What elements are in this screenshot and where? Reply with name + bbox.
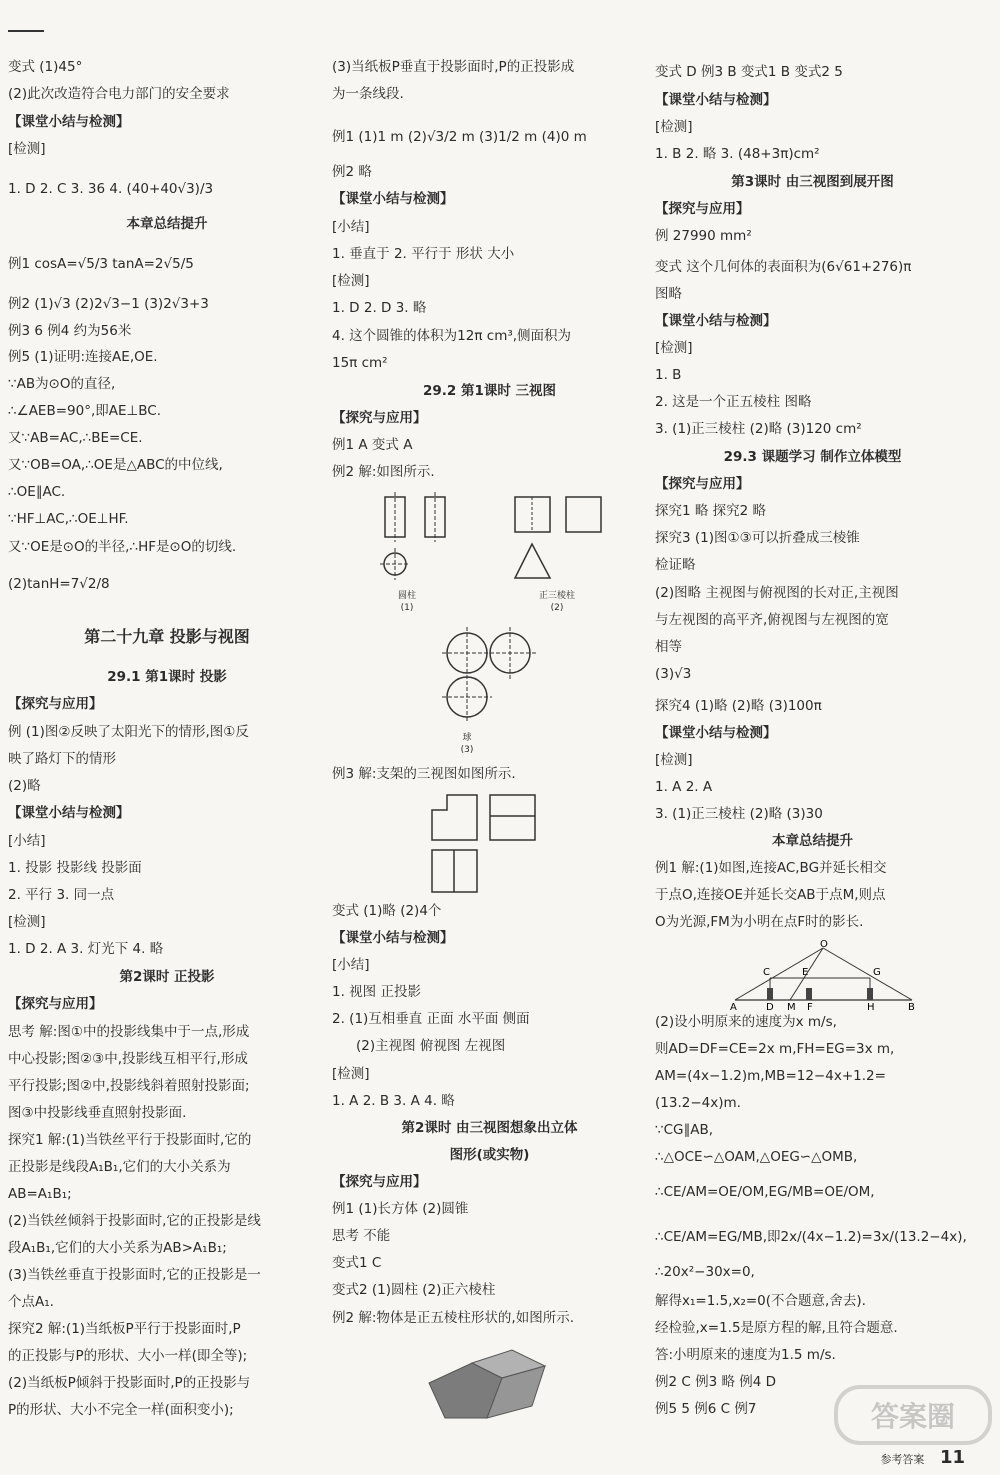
section-heading: 第2课时 正投影	[119, 969, 215, 985]
text-line: 中心投影;图②③中,投影线互相平行,形成	[8, 1051, 248, 1067]
text-line: 例2 C 例3 略 例4 D	[655, 1374, 777, 1390]
section-label: 【探究与应用】	[332, 1174, 427, 1190]
text-line: (2)当纸板P倾斜于投影面时,P的正投影与	[8, 1375, 251, 1391]
text-line: 则AD=DF=CE=2x m,FH=EG=3x m,	[655, 1041, 895, 1057]
text-line: 例1 解:(1)如图,连接AC,BG并延长相交	[655, 860, 887, 876]
text-line: ∴∠AEB=90°,即AE⊥BC.	[8, 403, 162, 419]
point-label: B	[908, 1002, 915, 1010]
text-line: [小结]	[332, 219, 370, 235]
section-label: 【探究与应用】	[8, 696, 103, 712]
text-line: (3)√3	[655, 666, 692, 682]
point-label: A	[730, 1002, 737, 1010]
section-label: 【课堂小结与检测】	[332, 930, 454, 946]
text-line: (2)此次改造符合电力部门的安全要求	[8, 86, 230, 102]
text-line: 2. 平行 3. 同一点	[8, 887, 115, 903]
point-label: H	[867, 1002, 875, 1010]
text-line: 变式1 C	[332, 1255, 382, 1271]
figure-caption: 正三棱柱	[538, 591, 575, 601]
column-1	[8, 0, 326, 1475]
text-line: 映了路灯下的情形	[8, 751, 116, 767]
text-line: 例2 解:物体是正五棱柱形状的,如图所示.	[332, 1310, 575, 1326]
text-line: 的正投影与P的形状、大小一样(即全等);	[8, 1348, 248, 1364]
support-views-figure	[427, 792, 547, 897]
text-line: 探究3 (1)图①③可以折叠成三棱锥	[655, 530, 860, 546]
text-line: ∴△OCE∽△OAM,△OEG∽△OMB,	[655, 1149, 858, 1165]
text-line: 例2 (1)√3 (2)2√3−1 (3)2√3+3	[8, 296, 209, 312]
figure-caption: 圆柱	[397, 591, 416, 601]
text-line: 变式2 (1)圆柱 (2)正六棱柱	[332, 1282, 496, 1298]
sphere-views-figure	[442, 625, 542, 725]
text-line: 平行投影;图②中,投影线斜着照射投影面;	[8, 1078, 250, 1094]
text-line: 例5 5 例6 C 例7	[655, 1401, 757, 1417]
section-heading: 图形(或实物)	[449, 1147, 530, 1163]
text-line: [检测]	[655, 752, 693, 768]
text-line: [检测]	[8, 141, 46, 157]
text-line: 答:小明原来的速度为1.5 m/s.	[655, 1347, 836, 1363]
text-line: 思考 不能	[332, 1228, 391, 1244]
text-line: 例 (1)图②反映了太阳光下的情形,图①反	[8, 724, 249, 740]
text-line: O为光源,FM为小明在点F时的影长.	[655, 914, 864, 930]
point-label: O	[820, 940, 828, 950]
figure-number: (2)	[550, 603, 564, 613]
text-line: 1. 垂直于 2. 平行于 形状 大小	[332, 246, 515, 262]
point-label: E	[802, 967, 809, 978]
figure-caption: 球	[462, 733, 472, 743]
text-line: [检测]	[332, 1066, 370, 1082]
text-line: 又∵OE是⊙O的半径,∴HF是⊙O的切线.	[8, 539, 237, 555]
text-line: [检测]	[655, 340, 693, 356]
point-label: D	[766, 1002, 774, 1010]
text-line: 例1 (1)1 m (2)√3/2 m (3)1/2 m (4)0 m	[332, 129, 587, 145]
text-line: 探究4 (1)略 (2)略 (3)100π	[655, 698, 822, 714]
text-line: (13.2−4x)m.	[655, 1095, 741, 1111]
text-line: 相等	[655, 639, 682, 655]
text-line: ∴CE/AM=EG/MB,即2x/(4x−1.2)=3x/(13.2−4x),	[655, 1229, 967, 1245]
text-line: 1. B	[655, 367, 682, 383]
text-line: 探究1 解:(1)当铁丝平行于投影面时,它的	[8, 1132, 252, 1148]
shadow-diagram-figure	[730, 940, 920, 1010]
section-heading: 29.3 课题学习 制作立体模型	[723, 449, 902, 465]
text-line: 例 27990 mm²	[655, 228, 752, 244]
text-line: 解得x₁=1.5,x₂=0(不合题意,舍去).	[655, 1293, 866, 1309]
text-line: 变式 这个几何体的表面积为(6√61+276)π	[655, 259, 912, 275]
page-number: 11	[939, 1447, 965, 1468]
text-line: [检测]	[655, 119, 693, 135]
text-line: 例2 解:如图所示.	[332, 464, 435, 480]
text-line: 1. 投影 投影线 投影面	[8, 860, 142, 876]
section-label: 【课堂小结与检测】	[655, 725, 777, 741]
text-line: P的形状、大小不完全一样(面积变小);	[8, 1402, 234, 1418]
text-line: [检测]	[332, 273, 370, 289]
text-line: 变式 (1)45°	[8, 59, 83, 75]
section-heading: 第3课时 由三视图到展开图	[731, 174, 894, 190]
text-line: [小结]	[332, 957, 370, 973]
text-line: 探究2 解:(1)当纸板P平行于投影面时,P	[8, 1321, 241, 1337]
section-heading: 本章总结提升	[772, 833, 853, 849]
text-line: 15π cm²	[332, 355, 388, 371]
point-label: F	[807, 1002, 813, 1010]
text-line: 个点A₁.	[8, 1294, 54, 1310]
text-line: 1. 视图 正投影	[332, 984, 421, 1000]
text-line: 检证略	[655, 557, 696, 573]
section-label: 【课堂小结与检测】	[8, 805, 130, 821]
figure-number: (3)	[460, 745, 474, 755]
text-line: 变式 D 例3 B 变式1 B 变式2 5	[655, 64, 843, 80]
page-footer	[880, 1447, 965, 1468]
text-line: 图③中投影线垂直照射投影面.	[8, 1105, 187, 1121]
text-line: 1. A 2. A	[655, 779, 713, 795]
text-line: 又∵AB=AC,∴BE=CE.	[8, 430, 143, 446]
point-label: M	[787, 1002, 796, 1010]
text-line: [检测]	[8, 914, 46, 930]
point-label: C	[763, 967, 770, 978]
point-label: G	[873, 967, 881, 978]
text-line: ∴20x²−30x=0,	[655, 1264, 755, 1280]
section-label: 【探究与应用】	[655, 201, 750, 217]
section-label: 【探究与应用】	[8, 996, 103, 1012]
text-line: (2)tanH=7√2/8	[8, 576, 110, 592]
text-line: 1. D 2. A 3. 灯光下 4. 略	[8, 941, 164, 957]
section-label: 【课堂小结与检测】	[655, 92, 777, 108]
text-line: 例1 cosA=√5/3 tanA=2√5/5	[8, 256, 194, 272]
text-line: (3)当纸板P垂直于投影面时,P的正投影成	[332, 59, 575, 75]
section-label: 【探究与应用】	[655, 476, 750, 492]
text-line: 变式 (1)略 (2)4个	[332, 903, 442, 919]
footer-label: 参考答案	[880, 1453, 925, 1466]
text-line: (2)主视图 俯视图 左视图	[356, 1038, 506, 1054]
text-line: 与左视图的高平齐,俯视图与左视图的宽	[655, 612, 889, 628]
section-heading: 29.1 第1课时 投影	[107, 669, 227, 685]
chapter-title: 第二十九章 投影与视图	[84, 627, 250, 646]
section-heading: 29.2 第1课时 三视图	[422, 383, 557, 399]
text-line: 1. D 2. C 3. 36 4. (40+40√3)/3	[8, 181, 214, 197]
column-2	[332, 0, 647, 1475]
text-line: (2)略	[8, 778, 41, 794]
text-line: ∴CE/AM=OE/OM,EG/MB=OE/OM,	[655, 1184, 875, 1200]
section-heading: 第2课时 由三视图想象出立体	[401, 1120, 578, 1136]
figure-number: (1)	[400, 603, 414, 613]
text-line: 2. 这是一个正五棱柱 图略	[655, 394, 812, 410]
text-line: 例1 A 变式 A	[332, 437, 413, 453]
text-line: 经检验,x=1.5是原方程的解,且符合题意.	[655, 1320, 898, 1336]
text-line: ∵CG∥AB,	[655, 1122, 714, 1138]
text-line: 例5 (1)证明:连接AE,OE.	[8, 349, 158, 365]
text-line: 2. (1)互相垂直 正面 水平面 侧面	[332, 1011, 530, 1027]
text-line: (3)当铁丝垂直于投影面时,它的正投影是一	[8, 1267, 261, 1283]
text-line: 例1 (1)长方体 (2)圆锥	[332, 1201, 469, 1217]
pentagonal-prism-figure	[427, 1348, 557, 1423]
text-line: ∵AB为⊙O的直径,	[8, 376, 116, 392]
section-heading: 本章总结提升	[126, 216, 208, 232]
watermark-stamp: 答案圈	[834, 1385, 992, 1445]
text-line: 图略	[655, 286, 682, 302]
text-line: AB=A₁B₁;	[8, 1186, 72, 1202]
text-line: 1. D 2. D 3. 略	[332, 300, 427, 316]
text-line: (2)当铁丝倾斜于投影面时,它的正投影是线	[8, 1213, 261, 1229]
text-line: 1. A 2. B 3. A 4. 略	[332, 1093, 455, 1109]
text-line: 例2 略	[332, 164, 372, 180]
text-line: 思考 解:图①中的投影线集中于一点,形成	[8, 1024, 250, 1040]
section-label: 【课堂小结与检测】	[332, 191, 454, 207]
text-line: 正投影是线段A₁B₁,它们的大小关系为	[8, 1159, 231, 1175]
text-line: [小结]	[8, 833, 46, 849]
text-line: ∴OE∥AC.	[8, 484, 66, 500]
text-line: AM=(4x−1.2)m,MB=12−4x+1.2=	[655, 1068, 886, 1084]
text-line: 又∵OB=OA,∴OE是△ABC的中位线,	[8, 457, 223, 473]
text-line: 4. 这个圆锥的体积为12π cm³,侧面积为	[332, 328, 572, 344]
text-line: 为一条线段.	[332, 86, 404, 102]
section-label: 【课堂小结与检测】	[655, 313, 777, 329]
prism-views-figure	[510, 492, 610, 587]
text-line: 探究1 略 探究2 略	[655, 503, 767, 519]
text-line: 于点O,连接OE并延长交AB于点M,则点	[655, 887, 886, 903]
section-label: 【课堂小结与检测】	[8, 114, 130, 130]
text-line: 例3 6 例4 约为56米	[8, 323, 132, 339]
section-label: 【探究与应用】	[332, 410, 427, 426]
text-line: (2)图略 主视图与俯视图的长对正,主视图	[655, 585, 899, 601]
text-line: 1. B 2. 略 3. (48+3π)cm²	[655, 146, 820, 162]
text-line: (2)设小明原来的速度为x m/s,	[655, 1014, 837, 1030]
text-line: ∵HF⊥AC,∴OE⊥HF.	[8, 511, 129, 527]
text-line: 例3 解:支架的三视图如图所示.	[332, 766, 516, 782]
text-line: 3. (1)正三棱柱 (2)略 (3)30	[655, 806, 823, 822]
column-3	[655, 0, 970, 1475]
cylinder-views-figure	[377, 492, 457, 587]
text-line: 段A₁B₁,它们的大小关系为AB>A₁B₁;	[8, 1240, 227, 1256]
text-line: 3. (1)正三棱柱 (2)略 (3)120 cm²	[655, 421, 862, 437]
